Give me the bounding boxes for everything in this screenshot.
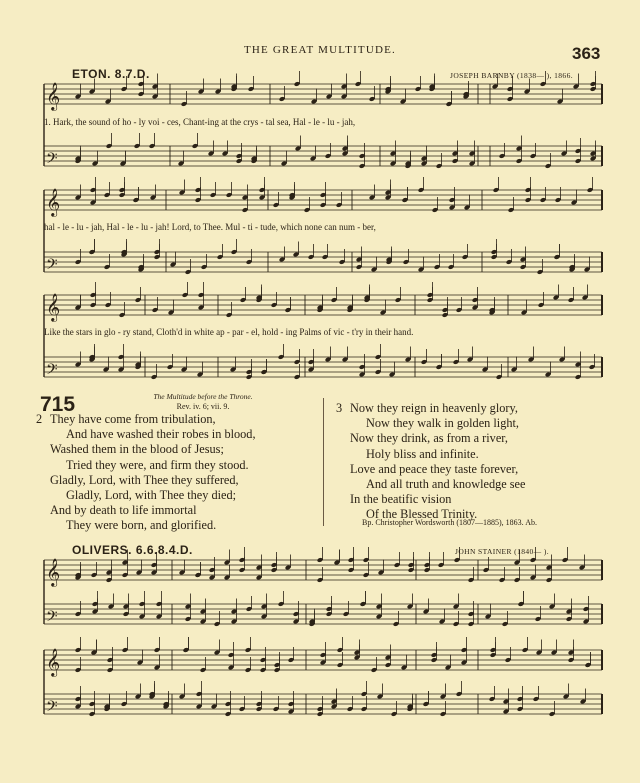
clef: 𝄞 xyxy=(46,188,61,216)
clef: 𝄢 xyxy=(46,361,58,382)
verse-line: They have come from tribulation, xyxy=(50,412,216,426)
hymn-number: 715 xyxy=(40,393,76,416)
lyric-line-1: 1. Hark, the sound of ho - ly voi - ces, Chant-ing at the crys - tal sea, Hal - le - lu - jah, xyxy=(44,117,356,127)
hymn-subtitle: The Multitude before the Throne. xyxy=(153,392,253,401)
clef: 𝄢 xyxy=(46,698,58,719)
running-head: THE GREAT MULTITUDE. xyxy=(243,44,397,56)
composer-stainer: JOHN STAINER (1840— ). xyxy=(455,547,550,556)
verse-line: In the beatific vision xyxy=(350,492,452,507)
lyric-line-3: Like the stars in glo - ry stand, Cloth'd in white ap - par - el, hold - ing Palms of vic - t'ry in their hand. xyxy=(44,327,414,337)
composer-barnby: JOSEPH BARNBY (1838— ), 1866. xyxy=(450,71,573,80)
verse-line: Gladly, Lord, with Thee they died; xyxy=(66,488,237,503)
scripture-reference: Rev. iv. 6; vii. 9. xyxy=(176,402,230,411)
clef: 𝄞 xyxy=(46,82,61,110)
clef: 𝄢 xyxy=(46,608,58,629)
verse-line: Tried they were, and firm they stood. xyxy=(66,457,249,472)
clef: 𝄞 xyxy=(46,558,61,586)
lyric-line-2: hal - le - lu - jah, Hal - le - lu - jah! Lord, to Thee. Mul - ti - tude, which none can num - ber, xyxy=(44,222,376,232)
verse-line: And have washed their robes in blood, xyxy=(66,427,256,442)
tune-name-olivers: OLIVERS. 6.6.8.4.D. xyxy=(72,543,193,557)
verse-line: Holy bliss and infinite. xyxy=(366,446,479,461)
clef: 𝄞 xyxy=(46,293,61,321)
clef: 𝄢 xyxy=(46,150,58,171)
verse-line: They were born, and glorified. xyxy=(66,518,217,533)
text-attribution: Bp. Christopher Wordsworth (1807—1885), 1863. Ab. xyxy=(362,518,537,527)
verse-number: 2 xyxy=(36,412,43,426)
verse-line: Now they drink, as from a river, xyxy=(350,431,508,446)
page-number: 363 xyxy=(572,44,601,63)
verse-line: And all truth and knowledge see xyxy=(366,477,526,492)
verse-line: Now they reign in heavenly glory, xyxy=(350,401,518,415)
verse-line: Love and peace they taste forever, xyxy=(350,461,519,476)
verse-line: Now they walk in golden light, xyxy=(366,416,520,431)
verse-line: Washed them in the blood of Jesus; xyxy=(50,442,224,457)
verse-line: Gladly, Lord, with Thee they suffered, xyxy=(50,472,239,487)
verse-line: Of the Blessed Trinity. xyxy=(366,507,478,522)
verse-line: And by death to life immortal xyxy=(50,503,197,518)
clef: 𝄢 xyxy=(46,256,58,277)
verse-number: 3 xyxy=(336,401,343,415)
tune-name-eton: ETON. 8.7.D. xyxy=(72,67,150,81)
clef: 𝄞 xyxy=(46,648,61,676)
